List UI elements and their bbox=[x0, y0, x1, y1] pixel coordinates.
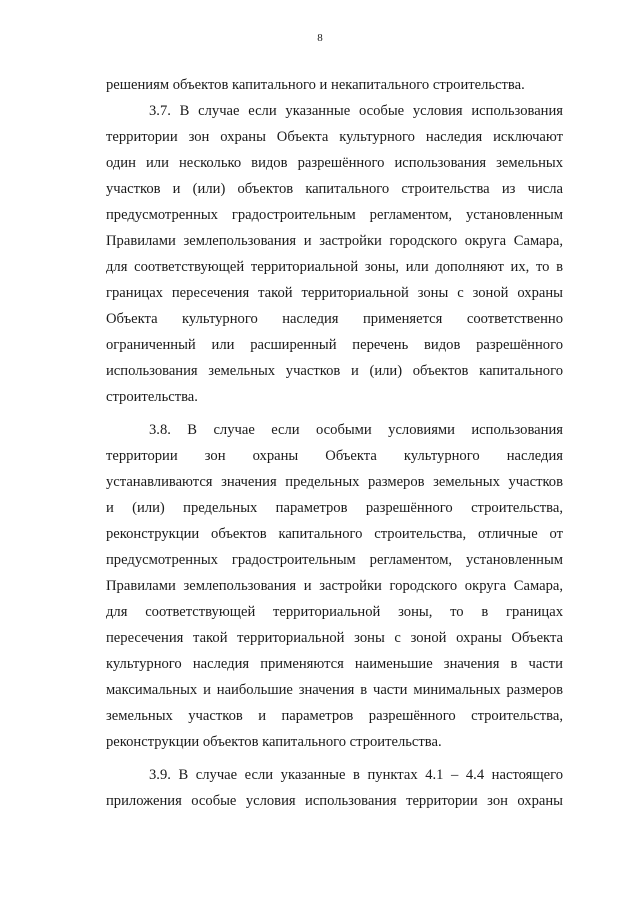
text-line: реконструкции объектов капитального строительства, отличные от bbox=[106, 526, 563, 542]
paragraph-gap bbox=[106, 410, 563, 417]
text-line: территории зон охраны Объекта культурного наследия bbox=[106, 448, 563, 464]
text-line: земельных участков и параметров разрешённого строительства, bbox=[106, 708, 563, 724]
text-line: для соответствующей территориальной зоны, то в границах bbox=[106, 604, 563, 620]
text-line: приложения особые условия использования территории зон охраны bbox=[106, 793, 563, 809]
text-line: 3.7. В случае если указанные особые условия использования bbox=[149, 103, 563, 119]
text-line: предусмотренных градостроительным регламентом, установленным bbox=[106, 552, 563, 568]
paragraph bbox=[106, 72, 563, 98]
paragraph bbox=[106, 417, 563, 755]
text-line: Правилами землепользования и застройки городского округа Самара, bbox=[106, 233, 563, 249]
text-line: использования земельных участков и (или) объектов капитального bbox=[106, 363, 563, 379]
text-line: для соответствующей территориальной зоны, или дополняют их, то в bbox=[106, 259, 563, 275]
text-line: 3.9. В случае если указанные в пунктах 4.1 – 4.4 настоящего bbox=[149, 767, 563, 783]
text-line: границах пересечения такой территориальной зоны с зоной охраны bbox=[106, 285, 563, 301]
text-line: территории зон охраны Объекта культурного наследия исключают bbox=[106, 129, 563, 145]
text-line: реконструкции объектов капитального строительства. bbox=[106, 734, 442, 750]
text-line: ограниченный или расширенный перечень видов разрешённого bbox=[106, 337, 563, 353]
text-line: пересечения такой территориальной зоны с зоной охраны Объекта bbox=[106, 630, 563, 646]
paragraph-gap bbox=[106, 755, 563, 762]
text-line: предусмотренных градостроительным регламентом, установленным bbox=[106, 207, 563, 223]
page-number: 8 bbox=[317, 32, 323, 44]
document-body bbox=[106, 72, 563, 814]
paragraph bbox=[106, 762, 563, 814]
text-line: решениям объектов капитального и некапитального строительства. bbox=[106, 77, 525, 93]
text-line: Объекта культурного наследия применяется соответственно bbox=[106, 311, 563, 327]
text-line: культурного наследия применяются наименьшие значения в части bbox=[106, 656, 563, 672]
text-line: строительства. bbox=[106, 389, 198, 405]
text-line: один или несколько видов разрешённого использования земельных bbox=[106, 155, 563, 171]
text-line: Правилами землепользования и застройки городского округа Самара, bbox=[106, 578, 563, 594]
text-line: участков и (или) объектов капитального строительства из числа bbox=[106, 181, 563, 197]
text-line: и (или) предельных параметров разрешённого строительства, bbox=[106, 500, 563, 516]
text-line: максимальных и наибольшие значения в части минимальных размеров bbox=[106, 682, 563, 698]
text-line: 3.8. В случае если особыми условиями использования bbox=[149, 422, 563, 438]
text-line: устанавливаются значения предельных размеров земельных участков bbox=[106, 474, 563, 490]
paragraph bbox=[106, 98, 563, 410]
